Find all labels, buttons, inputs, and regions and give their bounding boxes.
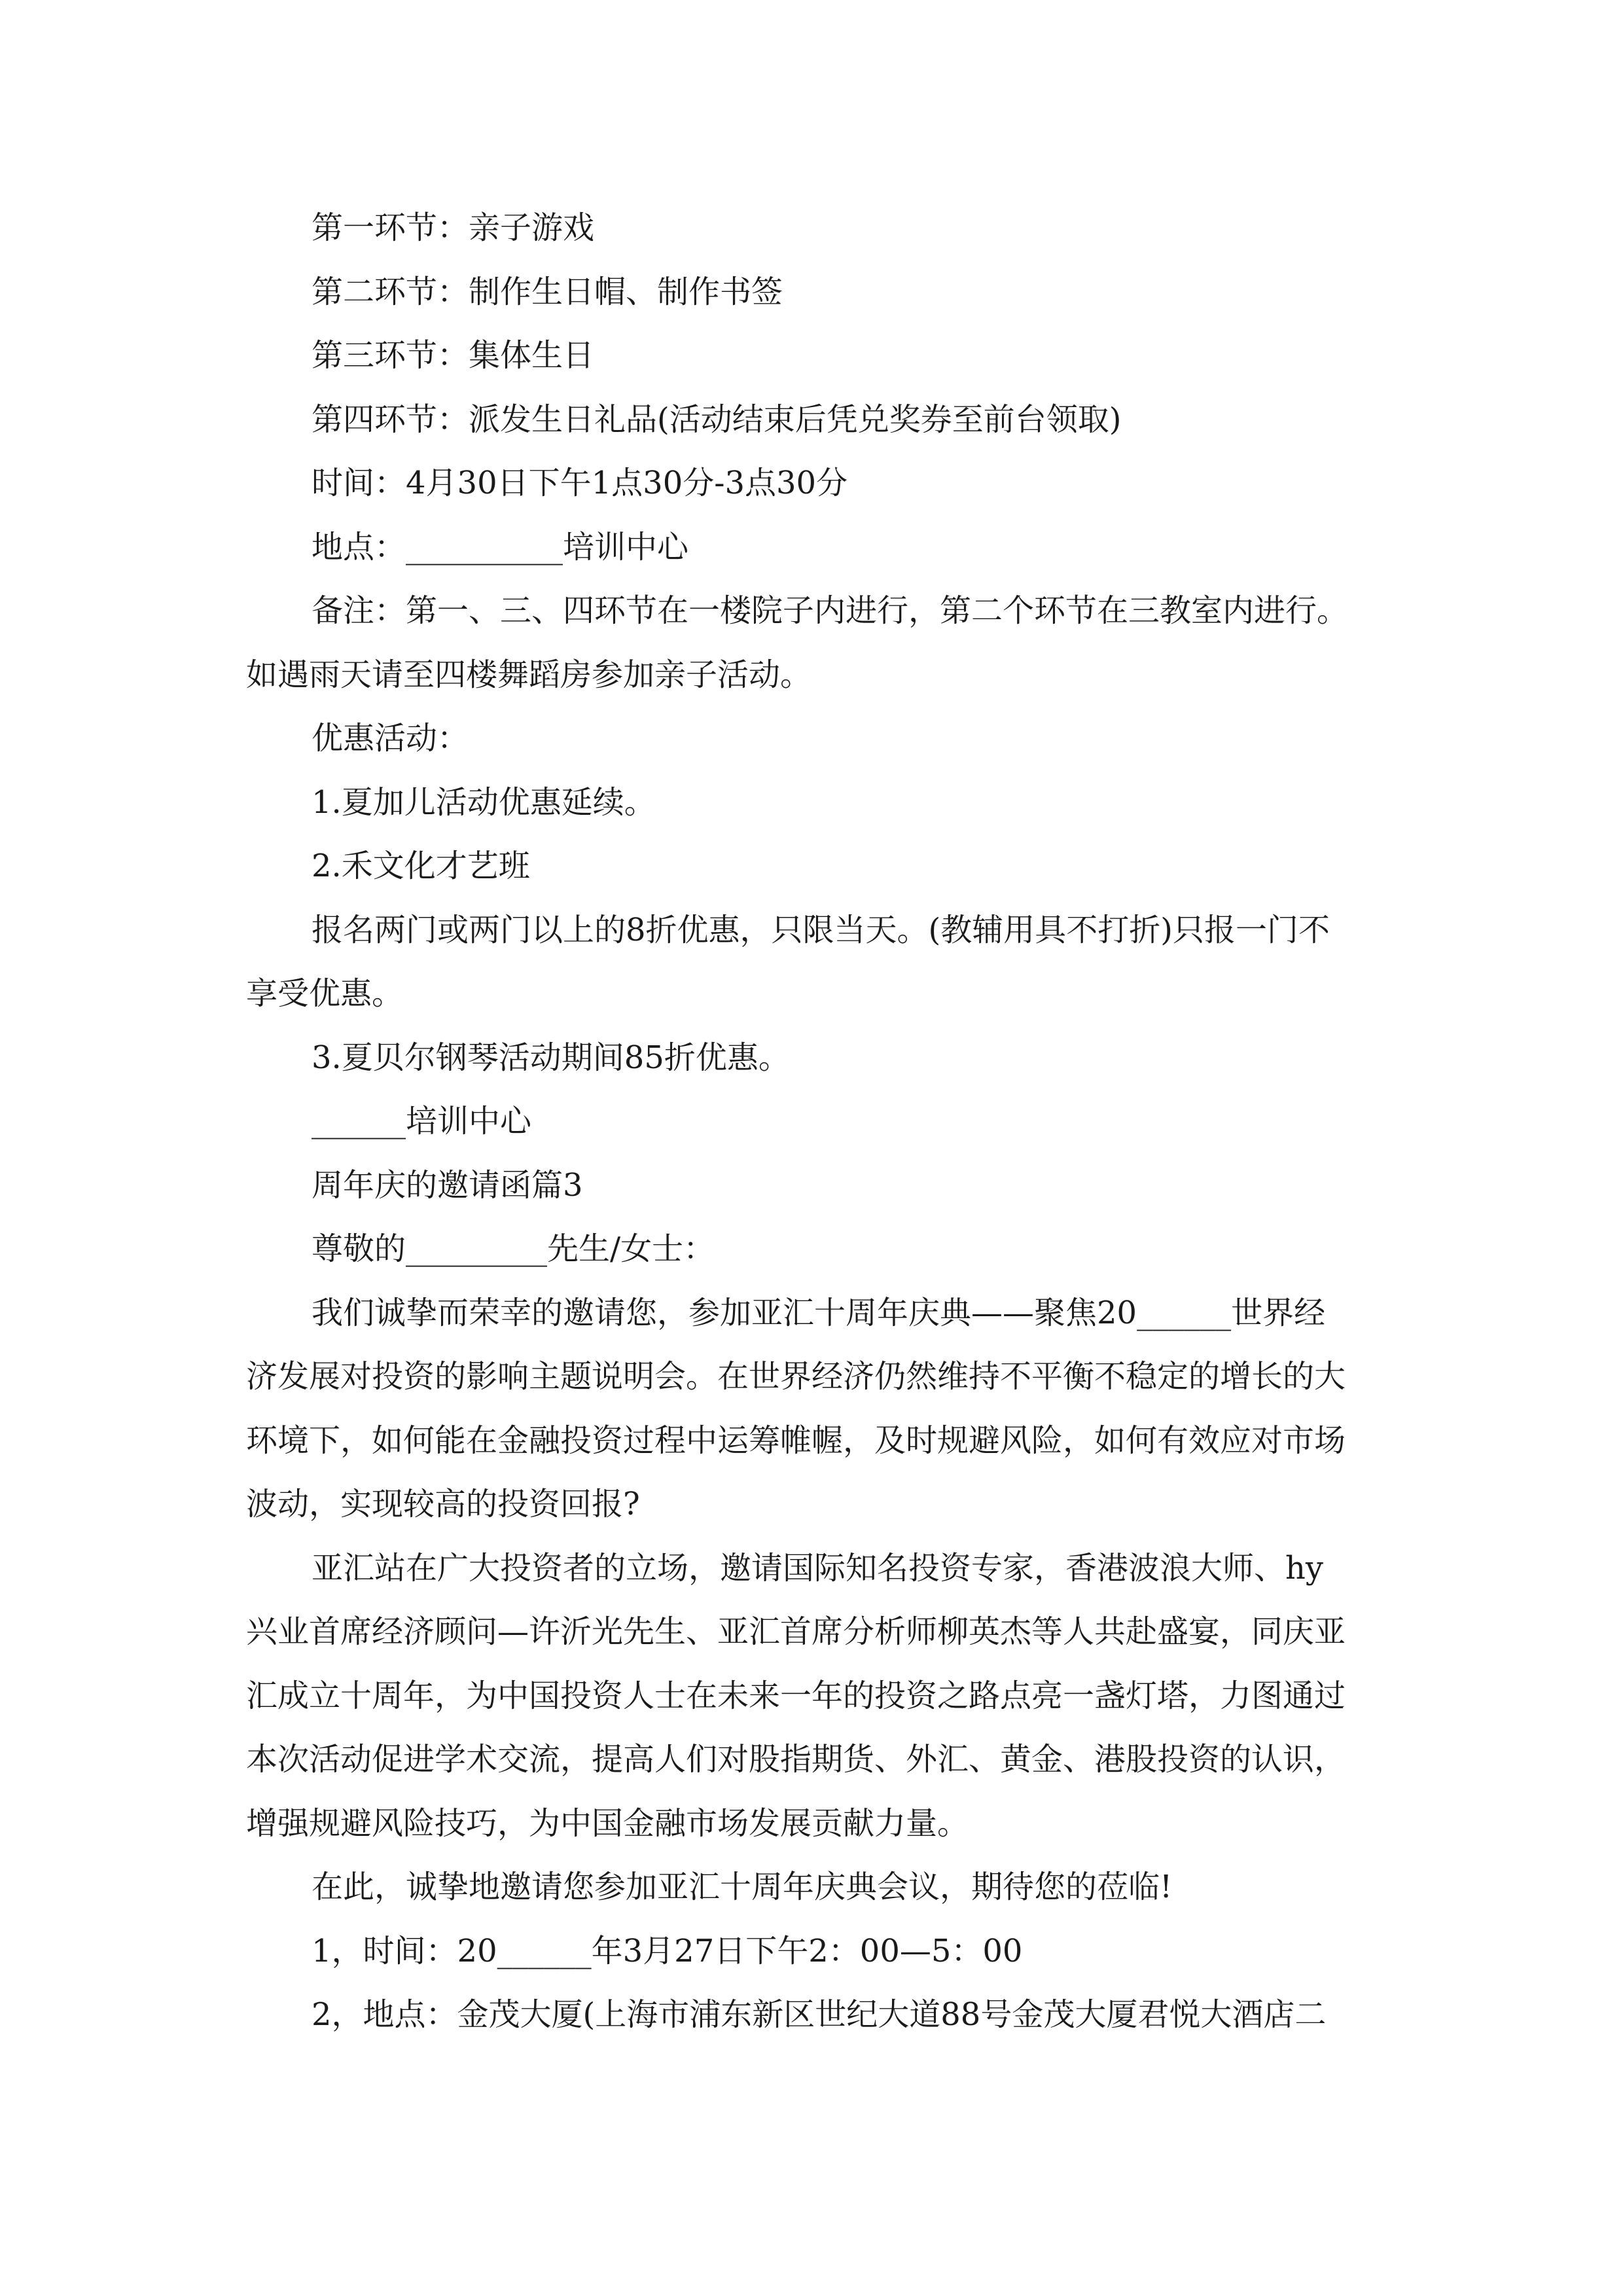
text-line: 1.夏加儿活动优惠延续。 (312, 784, 656, 821)
text-line: 尊敬的_________先生/女士： (312, 1230, 715, 1267)
text-line: 增强规避风险技巧，为中国金融市场发展贡献力量。 (246, 1805, 969, 1842)
text-line: 享受优惠。 (246, 975, 404, 1012)
text-line: 兴业首席经济顾问—许沂光先生、亚汇首席分析师柳英杰等人共赴盛宴，同庆亚 (246, 1613, 1346, 1650)
text-line: 时间：4月30日下午1点30分-3点30分 (312, 465, 848, 501)
section-heading: 周年庆的邀请函篇3 (312, 1167, 583, 1204)
text-line: 波动，实现较高的投资回报? (246, 1486, 640, 1522)
text-line: 济发展对投资的影响主题说明会。在世界经济仍然维持不平衡不稳定的增长的大 (246, 1358, 1346, 1395)
text-line: 在此，诚挚地邀请您参加亚汇十周年庆典会议，期待您的莅临! (312, 1869, 1173, 1905)
text-line: 汇成立十周年，为中国投资人士在未来一年的投资之路点亮一盏灯塔，力图通过 (246, 1677, 1346, 1714)
text-line: 第三环节：集体生日 (312, 337, 595, 374)
text-line: 2.禾文化才艺班 (312, 848, 530, 884)
text-line: 3.夏贝尔钢琴活动期间85折优惠。 (312, 1039, 790, 1076)
text-line: 如遇雨天请至四楼舞蹈房参加亲子活动。 (246, 656, 812, 693)
text-line: 报名两门或两门以上的8折优惠，只限当天。(教辅用具不打折)只报一门不 (312, 912, 1330, 948)
text-line: 第二环节：制作生日帽、制作书签 (312, 274, 783, 310)
text-line: 2，地点：金茂大厦(上海市浦东新区世纪大道88号金茂大厦君悦大酒店二 (312, 1996, 1327, 2033)
text-line: 地点：__________培训中心 (312, 529, 689, 565)
text-line: 1，时间：20______年3月27日下午2：00—5：00 (312, 1933, 1023, 1969)
text-line: 备注：第一、三、四环节在一楼院子内进行，第二个环节在三教室内进行。 (312, 592, 1349, 629)
text-line: 第四环节：派发生日礼品(活动结束后凭兑奖券至前台领取) (312, 401, 1122, 438)
text-line: 环境下，如何能在金融投资过程中运筹帷幄，及时规避风险，如何有效应对市场 (246, 1422, 1346, 1459)
text-line: ______培训中心 (312, 1103, 532, 1139)
text-line: 优惠活动： (312, 720, 469, 757)
text-line: 第一环节：亲子游戏 (312, 209, 595, 246)
text-line: 亚汇站在广大投资者的立场，邀请国际知名投资专家，香港波浪大师、hy (312, 1550, 1324, 1587)
text-line: 我们诚挚而荣幸的邀请您，参加亚汇十周年庆典——聚焦20______世界经 (312, 1295, 1326, 1331)
text-line: 本次活动促进学术交流，提高人们对股指期货、外汇、黄金、港股投资的认识， (246, 1741, 1346, 1778)
